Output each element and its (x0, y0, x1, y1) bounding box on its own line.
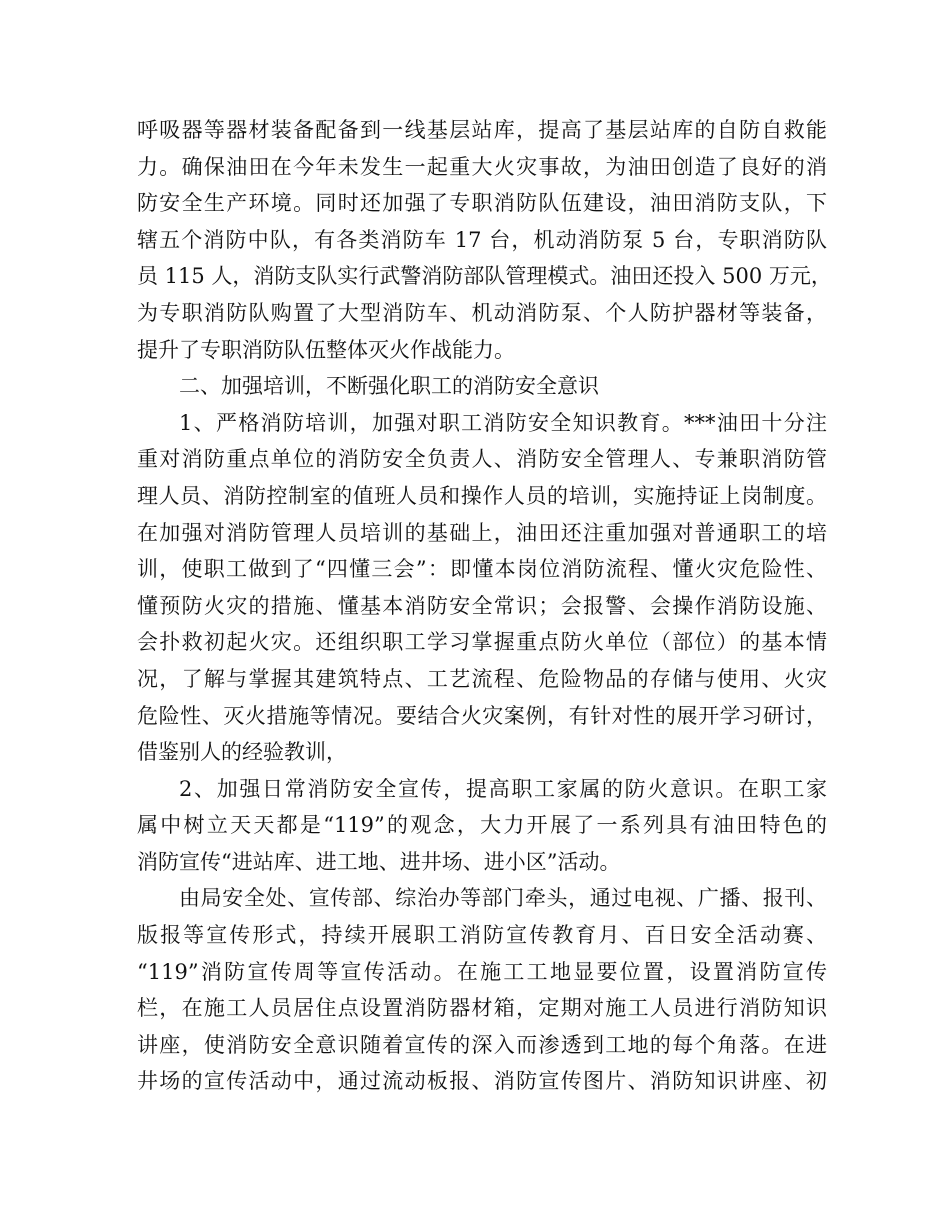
text-line: 懂预防火灾的措施、懂基本消防安全常识；会报警、会操作消防设施、 (137, 593, 827, 618)
text-line: 由局安全处、宣传部、综治办等部门牵头，通过电视、广播、报刊、 (179, 886, 827, 911)
text-line: 栏，在施工人员居住点设置消防器材箱，定期对施工人员进行消防知识 (137, 996, 827, 1021)
text-line: 重对消防重点单位的消防安全负责人、消防安全管理人、专兼职消防管 (137, 447, 827, 472)
text-line: 在加强对消防管理人员培训的基础上，油田还注重加强对普通职工的培 (137, 520, 827, 545)
text-line: 况，了解与掌握其建筑特点、工艺流程、危险物品的存储与使用、火灾 (137, 666, 827, 691)
text-line: 理人员、消防控制室的值班人员和操作人员的培训，实施持证上岗制度。 (137, 483, 827, 508)
text-line: 力。确保油田在今年未发生一起重大火灾事故，为油田创造了良好的消 (137, 154, 827, 179)
text-line: 讲座，使消防安全意识随着宣传的深入而渗透到工地的每个角落。在进 (137, 1032, 827, 1057)
text-line: 辖五个消防中队，有各类消防车 17 台，机动消防泵 5 台，专职消防队 (137, 227, 827, 252)
text-line: “119”消防宣传周等宣传活动。在施工工地显要位置，设置消防宣传 (137, 959, 827, 984)
text-line: 会扑救初起火灾。还组织职工学习掌握重点防火单位（部位）的基本情 (137, 630, 827, 655)
text-line: 危险性、灭火措施等情况。要结合火灾案例，有针对性的展开学习研讨， (137, 703, 827, 728)
document-body (137, 112, 832, 1100)
text-line: 员 115 人，消防支队实行武警消防部队管理模式。油田还投入 500 万元， (137, 264, 832, 289)
text-line: 属中树立天天都是“119”的观念，大力开展了一系列具有油田特色的 (137, 813, 827, 838)
text-line: 借鉴别人的经验教训， (137, 740, 347, 765)
text-line: 消防宣传“进站库、进工地、进井场、进小区”活动。 (137, 849, 621, 874)
text-line: 井场的宣传活动中，通过流动板报、消防宣传图片、消防知识讲座、初 (137, 1069, 827, 1094)
text-line: 提升了专职消防队伍整体灭火作战能力。 (137, 337, 515, 362)
text-line: 训，使职工做到了“四懂三会”：即懂本岗位消防流程、懂火灾危险性、 (137, 557, 827, 582)
text-line: 防安全生产环境。同时还加强了专职消防队伍建设，油田消防支队，下 (137, 191, 827, 216)
text-line: 1、严格消防培训，加强对职工消防安全知识教育。***油田十分注 (179, 410, 827, 435)
text-line: 呼吸器等器材装备配备到一线基层站库，提高了基层站库的自防自救能 (137, 118, 827, 142)
text-line: 版报等宣传形式，持续开展职工消防宣传教育月、百日安全活动赛、 (137, 923, 827, 948)
text-line: 2、加强日常消防安全宣传，提高职工家属的防火意识。在职工家 (179, 776, 827, 801)
text-line: 二、加强培训，不断强化职工的消防安全意识 (179, 374, 599, 399)
text-line: 为专职消防队购置了大型消防车、机动消防泵、个人防护器材等装备， (137, 300, 827, 325)
